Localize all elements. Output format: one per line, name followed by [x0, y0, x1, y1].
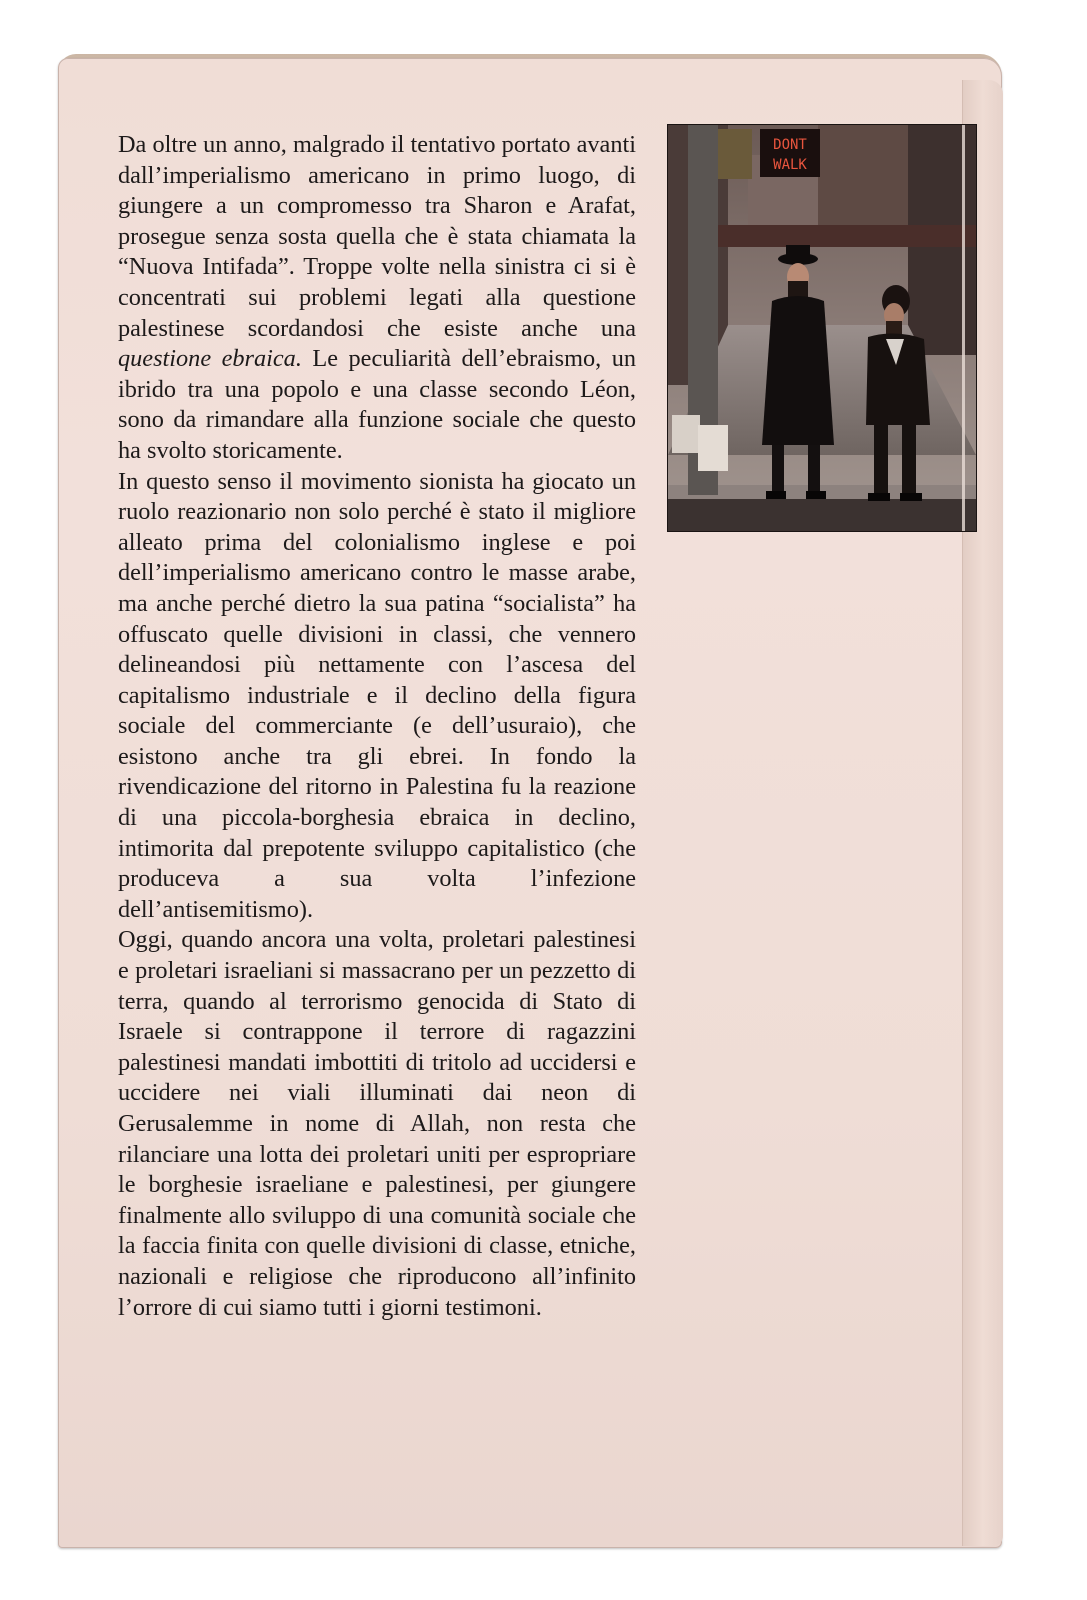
back-cover-text — [118, 130, 636, 1323]
paragraph-1-part-a: Da oltre un anno, malgrado il tentativo portato avanti dall’imperialismo americano in primo luogo, di giungere a un compromesso tra Sharon e Arafat, prosegue senza sosta quella che è stata chiamata la “Nuova Intifada”. Troppe volte nella sinistra ci si è concentrati sui problemi legati alla questione palestinese scordandosi che esiste anche una — [118, 131, 636, 342]
paragraph-1-italic: questione ebraica. — [118, 345, 302, 373]
sign-walk-text: WALK — [773, 157, 807, 173]
paragraph-1 — [118, 130, 636, 467]
sign-dont-text: DONT — [773, 137, 807, 153]
street-photo-image — [668, 125, 976, 531]
paragraph-1-part-b: Le peculiarità dell’ebraismo, un ibrido tra una popolo e una classe secondo Léon, sono da rimandare alla funzione sociale che questo ha svolto storicamente. — [118, 345, 636, 464]
paragraph-3: Oggi, quando ancora una volta, proletari palestinesi e proletari israeliani si massacrano per un pezzetto di terra, quando al terrorismo genocida di Stato di Israele si contrappone il terrore di ragazzini palestinesi mandati imbottiti di tritolo ad uccidersi e uccidere nei viali illuminati dai neon di Gerusalemme in nome di Allah, non resta che rilanciare una lotta dei proletari uniti per espropriare le borghesie israeliane e palestinesi, per giungere finalmente allo sviluppo di una comunità sociale che la faccia finita con quelle divisioni di classe, etniche, nazionali e religiose che riproducono all’infinito l’orrore di cui siamo tutti i giorni testimoni. — [118, 926, 636, 1321]
paragraph-2: In questo senso il movimento sionista ha giocato un ruolo reazionario non solo perché è stato il migliore alleato prima del colonialismo inglese e poi dell’imperialismo americano contro le masse arabe, ma anche perché dietro la sua patina “socialista” ha offuscato quelle divisioni in classi, che vennero delineandosi più nettamente con l’ascesa del capitalismo industriale e il declino della figura sociale del commerciante (e dell’usuraio), che esistono anche tra gli ebrei. In fondo la rivendicazione del ritorno in Palestina fu la reazione di una piccola-borghesia ebraica in declino, intimorita dal prepotente sviluppo capitalistico (che produceva a sua volta l’infezione dell’antisemitismo). — [118, 467, 636, 923]
street-photo — [667, 124, 977, 532]
